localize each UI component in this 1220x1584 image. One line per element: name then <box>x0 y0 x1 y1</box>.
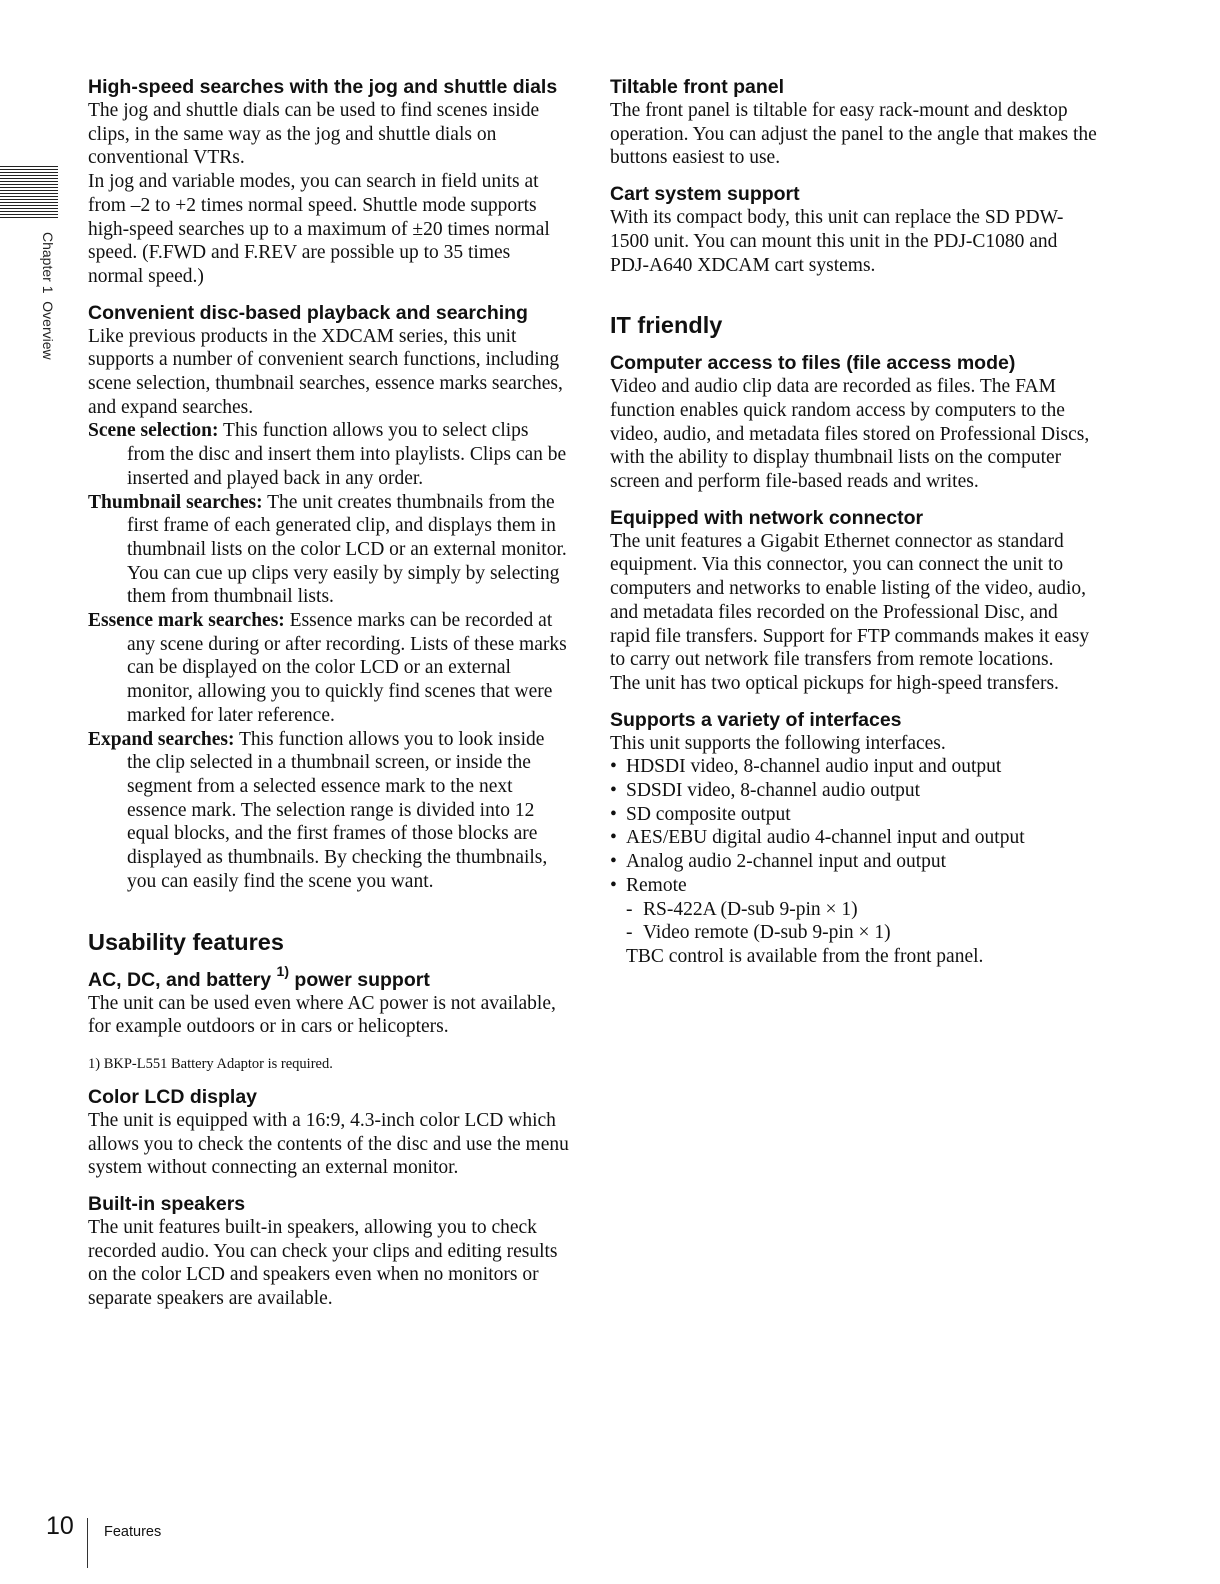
definition-term: Essence mark searches: <box>88 610 285 632</box>
list-item <box>610 850 1100 874</box>
sub-list-item <box>626 898 1100 922</box>
tbc-note: TBC control is available from the front panel. <box>626 945 984 967</box>
dash-icon: - <box>626 922 633 944</box>
interfaces-list <box>610 755 1100 968</box>
power-footnote: 1) BKP-L551 Battery Adaptor is required. <box>88 1055 333 1072</box>
power-text: The unit can be used even where AC power is not available, for example outdoors or in cars or helicopters. <box>88 992 556 1038</box>
list-item-text: Remote <box>626 874 687 896</box>
footnote-marker: 1) <box>276 963 289 979</box>
footer-divider <box>87 1518 88 1568</box>
lcd-heading: Color LCD display <box>88 1085 258 1108</box>
list-item <box>610 755 1100 779</box>
lcd-text: The unit is equipped with a 16:9, 4.3-inch color LCD which allows you to check the contents of the disc and use the menu system without connecting an external monitor. <box>88 1109 569 1179</box>
sub-list-item-text: RS-422A (D-sub 9-pin × 1) <box>643 898 858 920</box>
power-heading-pre: AC, DC, and battery <box>88 968 277 991</box>
bullet-icon: • <box>610 803 617 825</box>
essence-mark-searches-item <box>88 609 570 728</box>
cart-heading: Cart system support <box>610 183 800 206</box>
definition-text: This function allows you to select clips from the disc and insert them into playlists. Clips can be inserted and played back in any order. <box>127 420 567 489</box>
list-item <box>610 874 1100 969</box>
network-heading: Equipped with network connector <box>610 506 924 529</box>
power-heading-post: power support <box>288 968 430 991</box>
usability-heading: Usability features <box>88 928 284 955</box>
tilt-heading: Tiltable front panel <box>610 76 785 98</box>
dash-icon: - <box>626 898 633 920</box>
jog-heading: High-speed searches with the jog and shuttle dials <box>88 76 558 98</box>
bullet-icon: • <box>610 827 617 849</box>
network-paragraph-2: The unit has two optical pickups for high-speed transfers. <box>610 672 1059 694</box>
power-heading <box>88 963 570 992</box>
speakers-heading: Built-in speakers <box>88 1193 246 1216</box>
list-item <box>610 826 1100 850</box>
sub-list-item-text: Video remote (D-sub 9-pin × 1) <box>643 922 891 944</box>
bullet-icon: • <box>610 851 617 873</box>
definition-text: This function allows you to look inside the clip selected in a thumbnail screen, or inside the segment from a selected essence mark to the next essence mark. The selection range is divided into 12 equal blocks, and the first frames of those blocks are displayed as thumbnails. By checking the thumbnails, you can easily find the scene you want. <box>127 728 548 892</box>
it-heading: IT friendly <box>610 312 723 339</box>
chapter-tab-stripes <box>0 166 58 218</box>
jog-paragraph-2: In jog and variable modes, you can search in field units at from –2 to +2 times normal speed. Shuttle mode supports high-speed searches up to a maximum of ±20 times normal speed. (F.FWD and F.REV are possible up to 35 times normal speed.) <box>88 171 550 287</box>
page-number: 10 <box>46 1512 74 1540</box>
right-column <box>610 76 1100 969</box>
list-item-text: SD composite output <box>626 803 791 825</box>
chapter-title: Overview <box>40 301 56 360</box>
network-paragraph-1: The unit features a Gigabit Ethernet connector as standard equipment. Via this connector, you can connect the unit to computers and networks to enable listing of the video, audio, and metadata files recorded on the Professional Disc, and rapid file transfers. Support for FTP commands makes it easy to carry out network file transfers from remote locations. <box>610 530 1090 671</box>
list-item-text: Analog audio 2-channel input and output <box>626 851 947 873</box>
cart-text: With its compact body, this unit can replace the SD PDW-1500 unit. You can mount this unit in the PDJ-C1080 and PDJ-A640 XDCAM cart systems. <box>610 207 1064 276</box>
bullet-icon: • <box>610 780 617 802</box>
chapter-number: Chapter 1 <box>40 232 56 294</box>
bullet-icon: • <box>610 874 617 896</box>
definition-term: Thumbnail searches: <box>88 491 263 513</box>
list-item <box>610 779 1100 803</box>
footer-section-label: Features <box>104 1524 162 1540</box>
interfaces-heading: Supports a variety of interfaces <box>610 708 902 731</box>
definition-term: Scene selection: <box>88 420 219 442</box>
bullet-icon: • <box>610 756 617 778</box>
chapter-tab-label <box>40 232 56 360</box>
definition-term: Expand searches: <box>88 728 235 750</box>
disc-intro: Like previous products in the XDCAM series, this unit supports a number of convenient search functions, including scene selection, thumbnail searches, essence marks searches, and expand searches. <box>88 325 563 418</box>
tilt-text: The front panel is tiltable for easy rack-mount and desktop operation. You can adjust the panel to the angle that makes the buttons easiest to use. <box>610 100 1097 169</box>
remote-sublist <box>626 898 1100 969</box>
list-item-text: HDSDI video, 8-channel audio input and output <box>626 756 1002 778</box>
thumbnail-searches-item <box>88 491 570 610</box>
fam-heading: Computer access to files (file access mode) <box>610 352 1016 375</box>
definition-text: The unit creates thumbnails from the first frame of each generated clip, and displays them in thumbnail lists on the color LCD or an external monitor. You can cue up clips very easily by simply by selecting them from thumbnail lists. <box>127 491 567 608</box>
interfaces-intro: This unit supports the following interfaces. <box>610 732 946 754</box>
speakers-text: The unit features built-in speakers, allowing you to check recorded audio. You can check your clips and editing results on the color LCD and speakers even when no monitors or separate speakers are available. <box>88 1217 558 1310</box>
list-item-text: AES/EBU digital audio 4-channel input and output <box>626 827 1025 849</box>
definition-text: Essence marks can be recorded at any scene during or after recording. Lists of these marks can be displayed on the color LCD or an external monitor, allowing you to quickly find scenes that were marked for later reference. <box>127 610 567 726</box>
list-item <box>610 803 1100 827</box>
disc-heading: Convenient disc-based playback and searching <box>88 301 528 324</box>
jog-paragraph-1: The jog and shuttle dials can be used to find scenes inside clips, in the same way as the jog and shuttle dials on conventional VTRs. <box>88 100 540 169</box>
fam-text: Video and audio clip data are recorded as files. The FAM function enables quick random access by computers to the video, audio, and metadata files stored on Professional Discs, with the ability to display thumbnail lists on the computer screen and perform file-based reads and writes. <box>610 376 1090 493</box>
list-item-text: SDSDI video, 8-channel audio output <box>626 780 921 802</box>
scene-selection-item <box>88 419 570 490</box>
expand-searches-item <box>88 728 570 894</box>
sub-list-item <box>626 921 1100 945</box>
left-column <box>88 76 570 1311</box>
